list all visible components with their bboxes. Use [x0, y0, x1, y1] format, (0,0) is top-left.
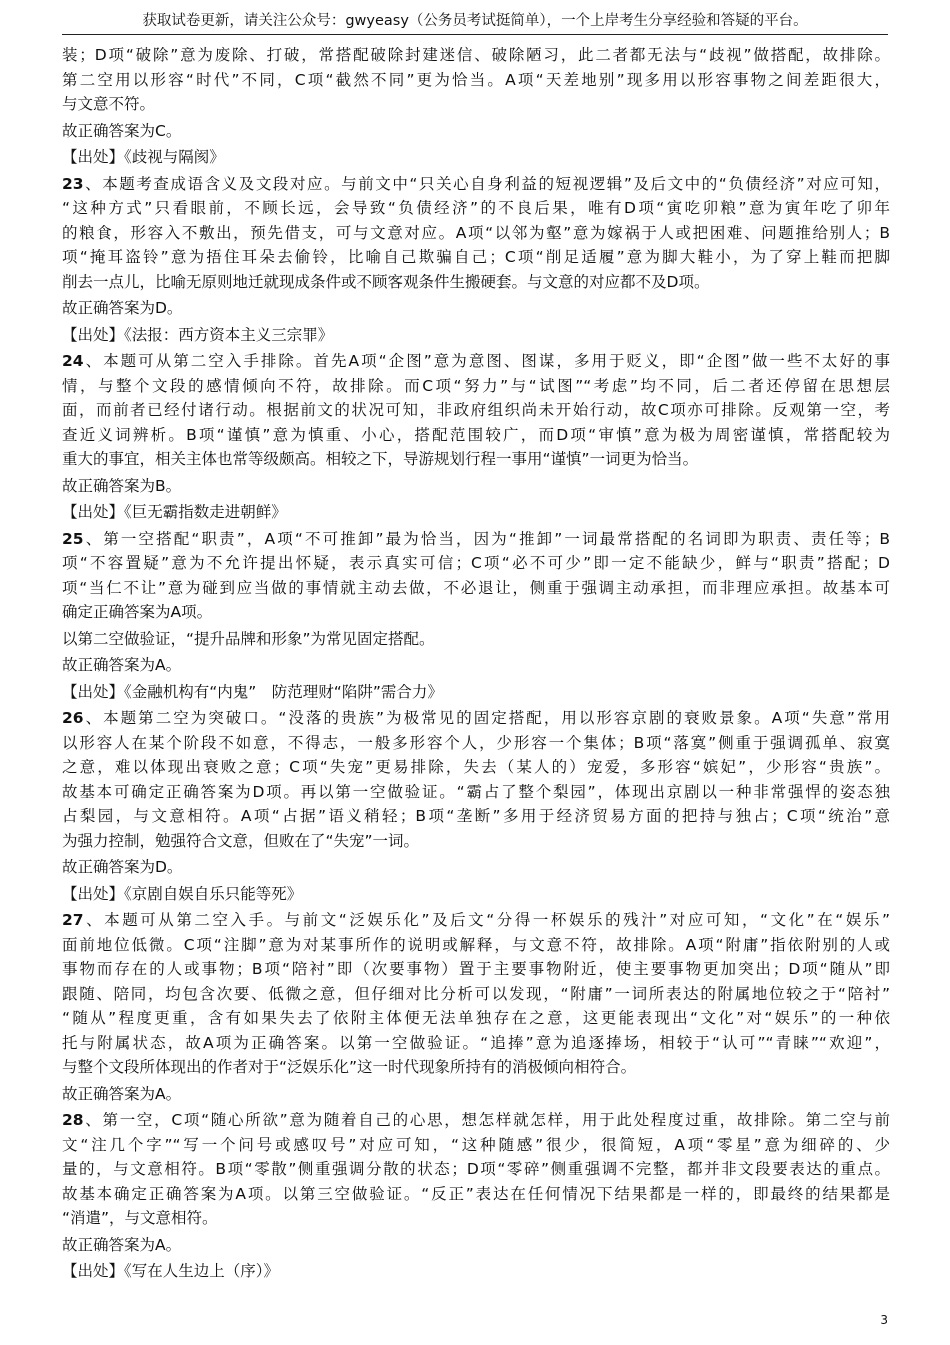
question-number: 28	[62, 1111, 84, 1129]
text-line	[62, 196, 890, 221]
question-explanation-start	[62, 527, 890, 552]
text-line	[62, 829, 890, 854]
text-line	[62, 551, 890, 576]
text-line	[62, 600, 890, 625]
question-number: 24	[62, 352, 84, 370]
answer-line	[62, 653, 890, 678]
line-text: 占梨园，与文意相符。A项“占据”语义稍轻；B项“垄断”多用于经济贸易方面的把持与独占；C项“统治”意	[62, 807, 890, 825]
line-text: 项“不容置疑”意为不允许提出怀疑，表示真实可信；C项“必不可少”即一定不能缺少，鲜与“职责”搭配；D	[62, 554, 890, 572]
line-text: 削去一点儿，比喻无原则地迁就现成条件或不顾客观条件生搬硬套。与文意的对应都不及D项。	[62, 272, 710, 291]
line-text: “这种方式”只看眼前，不顾长远，会导致“负债经济”的不良后果，唯有D项“寅吃卯粮”意为寅年吃了卯年	[62, 199, 890, 217]
text-line	[62, 1206, 890, 1231]
text-line	[62, 374, 890, 399]
line-text: 与文意不符。	[62, 95, 156, 113]
text-line	[62, 933, 890, 958]
text-line	[62, 576, 890, 601]
answer-line	[62, 1233, 890, 1258]
line-text: 量的，与文意相符。B项“零散”侧重强调分散的状态；D项“零碎”侧重强调不完整，都并非文段要表达的重点。	[62, 1160, 890, 1178]
text-line	[62, 221, 890, 246]
source-line	[62, 500, 890, 525]
line-text: 故正确答案为D。	[62, 299, 183, 317]
text-line	[62, 398, 890, 423]
line-text: 第二空用以形容“时代”不同，C项“截然不同”更为恰当。A项“天差地别”现多用以形容事物之间差距很大，	[62, 70, 890, 89]
line-text: 、本题考查成语含义及文段对应。与前文中“只关心自身利益的短视逻辑”及后文中的“负债经济”对应可知，	[83, 174, 890, 193]
text-line	[62, 780, 890, 805]
line-text: 故正确答案为C。	[62, 121, 182, 140]
text-line	[62, 1055, 890, 1080]
line-text: 查近义词辨析。B项“谨慎”意为慎重、小心，搭配范围较广，而D项“审慎”意为极为周密谨慎，常搭配较为	[62, 425, 890, 444]
text-line	[62, 982, 890, 1007]
line-text: 故基本可确定正确答案为D项。再以第一空做验证。“霸占了整个梨园”，体现出京剧以一种非常强悍的姿态独	[62, 782, 890, 801]
question-explanation-start	[62, 349, 890, 374]
question-explanation-start	[62, 1108, 890, 1133]
line-text: 面，而前者已经付诸行动。根据前文的状况可知，非政府组织尚未开始行动，故C项亦可排除。反观第一空，考	[62, 401, 890, 419]
answer-line	[62, 474, 890, 499]
text-line	[62, 68, 890, 93]
question-explanation-start	[62, 908, 890, 933]
line-text: 托与附属状态，故A项为正确答案。以第一空做验证。“追捧”意为追逐捧场，相较于“认可”“青睐”“欢迎”，	[62, 1033, 890, 1052]
line-text: 故正确答案为D。	[62, 858, 183, 876]
text-line	[62, 731, 890, 756]
line-text: 确定正确答案为A项。	[62, 603, 213, 621]
text-line	[62, 627, 890, 652]
text-line	[62, 270, 890, 295]
line-text: 、本题可从第二空入手。与前文“泛娱乐化”及后文“分得一杯娱乐的残汁”对应可知，“文化”在“娱乐”	[83, 911, 890, 929]
line-text: 事物而存在的人或事物；B项“陪衬”即（次要事物）置于主要事物附近，使主要事物更加突出；D项“随从”即	[62, 960, 890, 978]
text-line	[62, 804, 890, 829]
text-line	[62, 245, 890, 270]
line-text: “随从”程度更重，含有如果失去了依附主体便无法单独存在之意，这更能表现出“文化”对“娱乐”的一种依	[62, 1009, 890, 1027]
line-text: 项“掩耳盗铃”意为捂住耳朵去偷铃，比喻自己欺骗自己；C项“削足适履”意为脚大鞋小，为了穿上鞋而把脚	[62, 248, 890, 266]
line-text: 跟随、陪同，均包含次要、低微之意，但仔细对比分析可以发现，“附庸”一词所表达的附属地位较之于“陪衬”	[62, 984, 890, 1003]
line-text: 【出处】《金融机构有“内鬼” 防范理财“陷阱”需合力》	[62, 682, 443, 701]
question-explanation-start	[62, 706, 890, 731]
line-text: 以第二空做验证，“提升品牌和形象”为常见固定搭配。	[62, 629, 435, 648]
source-line	[62, 1259, 890, 1284]
text-line	[62, 1133, 890, 1158]
line-text: 与整个文段所体现出的作者对于“泛娱乐化”这一时代现象所持有的消极倾向相符合。	[62, 1058, 637, 1076]
line-text: 重大的事宜，相关主体也常等级颇高。相较之下，导游规划行程一事用“谨慎”一词更为恰当。	[62, 450, 699, 468]
line-text: 【出处】《歧视与隔阂》	[62, 148, 225, 166]
question-number: 23	[62, 174, 84, 193]
text-line	[62, 1031, 890, 1056]
line-text: 情，与整个文段的感情倾向不符，故排除。而C项“努力”与“试图”“考虑”均不同，后二者还停留在思想层	[62, 376, 890, 395]
text-line	[62, 755, 890, 780]
text-line	[62, 1157, 890, 1182]
text-line	[62, 957, 890, 982]
text-line	[62, 1006, 890, 1031]
source-line	[62, 680, 890, 705]
line-text: 以形容人在某个阶段不如意，不得志，一般多形容个人，少形容一个集体；B项“落寞”侧重于强调孤单、寂寞	[62, 733, 890, 752]
line-text: 、本题第二空为突破口。“没落的贵族”为极常见的固定搭配，用以形容京剧的衰败景象。A项“失意”常用	[83, 709, 890, 727]
line-text: 【出处】《法报：西方资本主义三宗罪》	[62, 325, 334, 344]
line-text: 、本题可从第二空入手排除。首先A项“企图”意为意图、图谋，多用于贬义，即“企图”做一些不太好的事	[83, 352, 890, 370]
line-text: 为强力控制，勉强符合文意，但败在了“失宠”一词。	[62, 831, 420, 850]
line-text: 故基本确定正确答案为A项。以第三空做验证。“反正”表达在任何情况下结果都是一样的，即最终的结果都是	[62, 1184, 890, 1203]
line-text: 的粮食，形容入不敷出，预先借支，可与文意对应。A项“以邻为壑”意为嫁祸于人或把困难、问题推给别人；B	[62, 223, 890, 242]
source-line	[62, 882, 890, 907]
line-text: 故正确答案为A。	[62, 656, 182, 674]
document-body	[62, 43, 890, 1284]
question-number: 27	[62, 911, 84, 929]
source-line	[62, 145, 890, 170]
line-text: 故正确答案为B。	[62, 476, 182, 495]
question-number: 26	[62, 709, 84, 727]
line-text: 项“当仁不让”意为碰到应当做的事情就主动去做，不必退让，侧重于强调主动承担，而非理应承担。故基本可	[62, 578, 890, 597]
line-text: 故正确答案为A。	[62, 1235, 182, 1254]
line-text: 装；D项“破除”意为废除、打破，常搭配破除封建迷信、破除陋习，此二者都无法与“歧视”做搭配，故排除。	[62, 46, 890, 64]
line-text: 故正确答案为A。	[62, 1084, 182, 1103]
question-explanation-start	[62, 172, 890, 197]
answer-line	[62, 296, 890, 321]
line-text: 【出处】《写在人生边上（序）》	[62, 1262, 280, 1280]
line-text: 【出处】《京剧自娱自乐只能等死》	[62, 884, 303, 903]
question-number: 25	[62, 529, 84, 548]
text-line	[62, 447, 890, 472]
line-text: 之意，难以体现出衰败之意；C项“失宠”更易排除，失去（某人的）宠爱，多形容“嫔妃”，少形容“贵族”。	[62, 758, 890, 776]
page-number: 3	[880, 1313, 888, 1327]
text-line	[62, 43, 890, 68]
line-text: 、第一空，C项“随心所欲”意为随着自己的心思，想怎样就怎样，用于此处程度过重，故排除。第二空与前	[83, 1111, 890, 1129]
line-text: 【出处】《巨无霸指数走进朝鲜》	[62, 503, 287, 521]
page-header: 获取试卷更新，请关注公众号：gwyeasy（公务员考试挺简单），一个上岸考生分享经验和答疑的平台。	[62, 8, 888, 35]
source-line	[62, 323, 890, 348]
text-line	[62, 92, 890, 117]
line-text: 文“注几个字”“写一个问号或感叹号”对应可知，“这种随感”很少，很简短，A项“零星”意为细碎的、少	[62, 1135, 890, 1154]
line-text: 、第一空搭配“职责”，A项“不可推卸”最为恰当，因为“推卸”一词最常搭配的名词即为职责、责任等；B	[83, 529, 890, 548]
answer-line	[62, 855, 890, 880]
line-text: “消遣”，与文意相符。	[62, 1209, 218, 1227]
line-text: 面前地位低微。C项“注脚”意为对某事所作的说明或解释，与文意不符，故排除。A项“附庸”指依附别的人或	[62, 935, 890, 954]
text-line	[62, 423, 890, 448]
text-line	[62, 1182, 890, 1207]
answer-line	[62, 1082, 890, 1107]
answer-line	[62, 119, 890, 144]
